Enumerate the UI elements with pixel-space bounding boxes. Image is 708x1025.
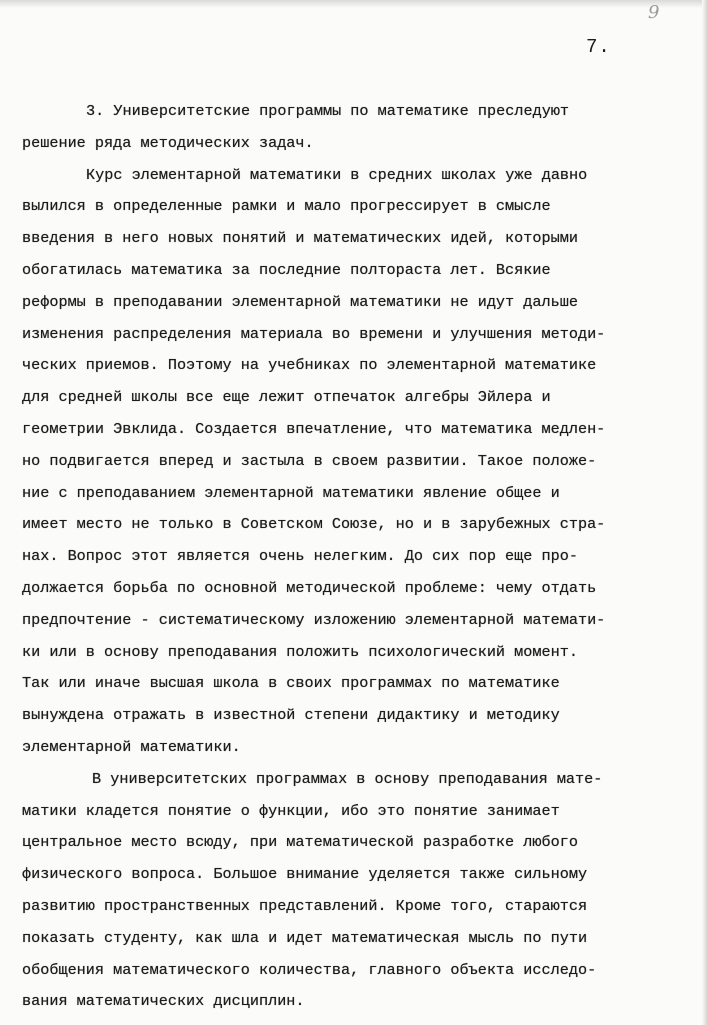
text-line xyxy=(22,955,690,987)
text-line xyxy=(22,827,690,859)
text-line xyxy=(22,446,690,478)
line-text: физического вопроса. Большое внимание уделяется также сильному xyxy=(22,865,588,884)
text-line xyxy=(22,96,690,128)
text-line xyxy=(22,509,690,541)
text-line xyxy=(22,478,690,510)
line-text: должается борьба по основной методической проблеме: чему отдать xyxy=(22,578,597,597)
text-line xyxy=(22,796,690,828)
line-text: для средней школы все еще лежит отпечаток алгебры Эйлера и xyxy=(22,388,551,407)
line-text: имеет место не только в Советском Союзе, но и в зарубежных стра- xyxy=(22,515,606,534)
text-line xyxy=(22,700,690,732)
text-line xyxy=(22,923,690,955)
text-line xyxy=(22,287,690,319)
line-text: развитию пространственных представлений. Кроме того, стараются xyxy=(22,896,588,915)
line-text: изменения распределения материала во времени и улучшения методи- xyxy=(22,324,606,343)
text-line xyxy=(22,637,690,669)
text-line xyxy=(22,573,690,605)
line-text: вынуждена отражать в известной степени дидактику и методику xyxy=(22,706,560,725)
page-number: 7. xyxy=(586,36,611,58)
line-text: реформы в преподавании элементарной математики не идут дальше xyxy=(22,292,578,311)
line-text: ческих приемов. Поэтому на учебниках по элементарной математике xyxy=(22,356,597,375)
line-text: Курс элементарной математики в средних школах уже давно xyxy=(86,165,588,184)
text-line xyxy=(22,859,690,891)
text-line xyxy=(22,732,690,764)
line-text: В университетских программах в основу преподавания мате- xyxy=(92,769,603,788)
scan-top-edge xyxy=(0,0,708,8)
line-text: введения в него новых понятий и математических идей, которыми xyxy=(22,229,578,248)
line-text: нах. Вопрос этот является очень нелегким. До сих пор еще про- xyxy=(22,547,578,566)
text-line xyxy=(22,414,690,446)
text-line xyxy=(22,986,690,1018)
line-text: обобщения математического количества, главного объекта исследо- xyxy=(22,960,597,979)
line-text: матики кладется понятие о функции, ибо это понятие занимает xyxy=(22,801,560,820)
text-line xyxy=(22,350,690,382)
line-text: элементарной математики. xyxy=(22,737,241,756)
text-line xyxy=(22,223,690,255)
text-line xyxy=(22,668,690,700)
line-text: но подвигается вперед и застыла в своем развитии. Такое положе- xyxy=(22,451,597,470)
line-text: вылился в определенные рамки и мало прогрессирует в смысле xyxy=(22,197,551,216)
text-line xyxy=(22,160,690,192)
text-line xyxy=(22,319,690,351)
line-text: вания математических дисциплин. xyxy=(22,992,305,1011)
line-text: решение ряда методических задач. xyxy=(22,133,314,152)
text-line xyxy=(22,255,690,287)
text-line xyxy=(22,605,690,637)
text-line xyxy=(22,128,690,160)
line-text: обогатилась математика за последние полтораста лет. Всякие xyxy=(22,260,551,279)
line-text: предпочтение - систематическому изложению элементарной математи- xyxy=(22,610,606,629)
line-text: Так или иначе высшая школа в своих программах по математике xyxy=(22,674,560,693)
text-line xyxy=(22,382,690,414)
body-text xyxy=(22,96,690,1018)
scan-right-edge xyxy=(702,0,708,1025)
text-line xyxy=(22,541,690,573)
archive-page-mark: 9 xyxy=(648,2,660,23)
line-text: геометрии Эвклида. Создается впечатление, что математика медлен- xyxy=(22,419,606,438)
line-text: 3. Университетские программы по математике преследуют xyxy=(86,102,570,120)
text-line xyxy=(22,191,690,223)
line-text: центральное место всюду, при математической разработке любого xyxy=(22,833,578,852)
text-line xyxy=(22,891,690,923)
line-text: ки или в основу преподавания положить психологический момент. xyxy=(22,642,578,661)
line-text: показать студенту, как шла и идет математическая мысль по пути xyxy=(22,928,588,947)
text-line xyxy=(22,764,690,796)
line-text: ние с преподаванием элементарной математики явление общее и xyxy=(22,483,560,502)
